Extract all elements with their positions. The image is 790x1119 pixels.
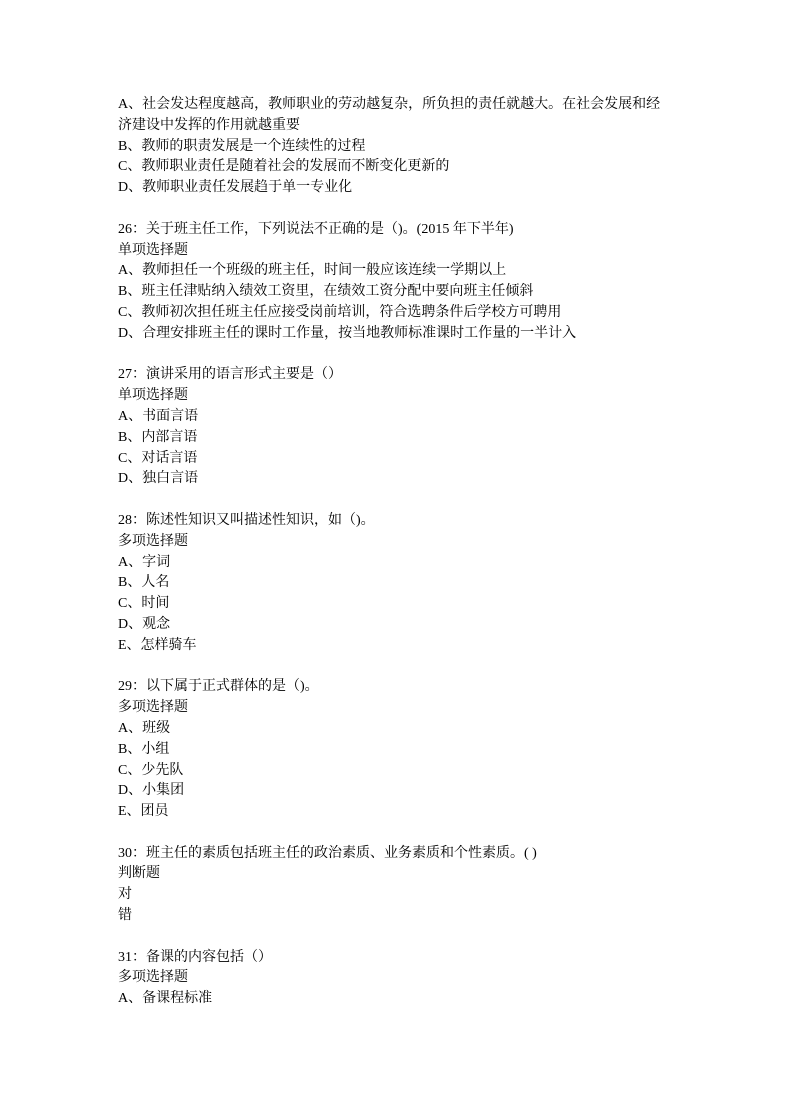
question-30-block <box>118 844 665 927</box>
option-b: B、小组 <box>118 741 170 757</box>
option-a: A、教师担任一个班级的班主任，时间一般应该连续一学期以上 <box>118 263 507 279</box>
option-c: C、少先队 <box>118 762 184 778</box>
option-e: E、团员 <box>118 804 169 820</box>
option-a: A、字词 <box>118 554 171 570</box>
option-b: B、内部言语 <box>118 429 198 445</box>
question-31-block <box>118 948 665 1010</box>
question-type-label: 多项选择题 <box>118 533 188 549</box>
option-a: A、备课程标准 <box>118 991 213 1007</box>
question-type-label: 多项选择题 <box>118 970 188 986</box>
option-b: B、教师的职责发展是一个连续性的过程 <box>118 138 366 154</box>
question-type-label: 单项选择题 <box>118 388 188 404</box>
question-26-block <box>118 220 665 345</box>
option-d: D、小集团 <box>118 783 185 799</box>
option-c: C、教师职业责任是随着社会的发展而不断变化更新的 <box>118 159 450 175</box>
option-b: B、班主任津贴纳入绩效工资里，在绩效工资分配中要向班主任倾斜 <box>118 284 534 300</box>
question-type-label: 判断题 <box>118 866 160 882</box>
option-d: D、观念 <box>118 616 171 632</box>
question-text: 28：陈述性知识又叫描述性知识，如（)。 <box>118 512 375 528</box>
option-c: C、时间 <box>118 596 170 612</box>
option-d: D、合理安排班主任的课时工作量，按当地教师标准课时工作量的一半计入 <box>118 325 577 341</box>
option-c: C、教师初次担任班主任应接受岗前培训，符合选聘条件后学校方可聘用 <box>118 304 562 320</box>
option-a: A、班级 <box>118 720 171 736</box>
question-text: 31：备课的内容包括（） <box>118 949 272 965</box>
judge-option-true: 对 <box>118 887 132 903</box>
question-type-label: 多项选择题 <box>118 700 188 716</box>
question-text: 29：以下属于正式群体的是（)。 <box>118 679 319 695</box>
option-d: D、教师职业责任发展趋于单一专业化 <box>118 180 353 196</box>
question-28-block <box>118 511 665 657</box>
question-type-label: 单项选择题 <box>118 242 188 258</box>
question-text: 26：关于班主任工作，下列说法不正确的是（)。(2015 年下半年) <box>118 221 514 237</box>
option-b: B、人名 <box>118 575 170 591</box>
option-a: A、书面言语 <box>118 408 199 424</box>
document-content <box>118 95 665 1031</box>
option-d: D、独白言语 <box>118 471 199 487</box>
question-27-block <box>118 365 665 490</box>
question-text: 30：班主任的素质包括班主任的政治素质、业务素质和个性素质。( ) <box>118 845 537 861</box>
option-e: E、怎样骑车 <box>118 637 197 653</box>
option-a: A、社会发达程度越高，教师职业的劳动越复杂，所负担的责任就越大。在社会发展和经济建设中发挥的作用就越重要 <box>118 97 661 133</box>
judge-option-false: 错 <box>118 908 132 924</box>
question-25-options-block <box>118 95 665 199</box>
option-c: C、对话言语 <box>118 450 198 466</box>
question-29-block <box>118 677 665 823</box>
question-text: 27：演讲采用的语言形式主要是（） <box>118 367 342 383</box>
